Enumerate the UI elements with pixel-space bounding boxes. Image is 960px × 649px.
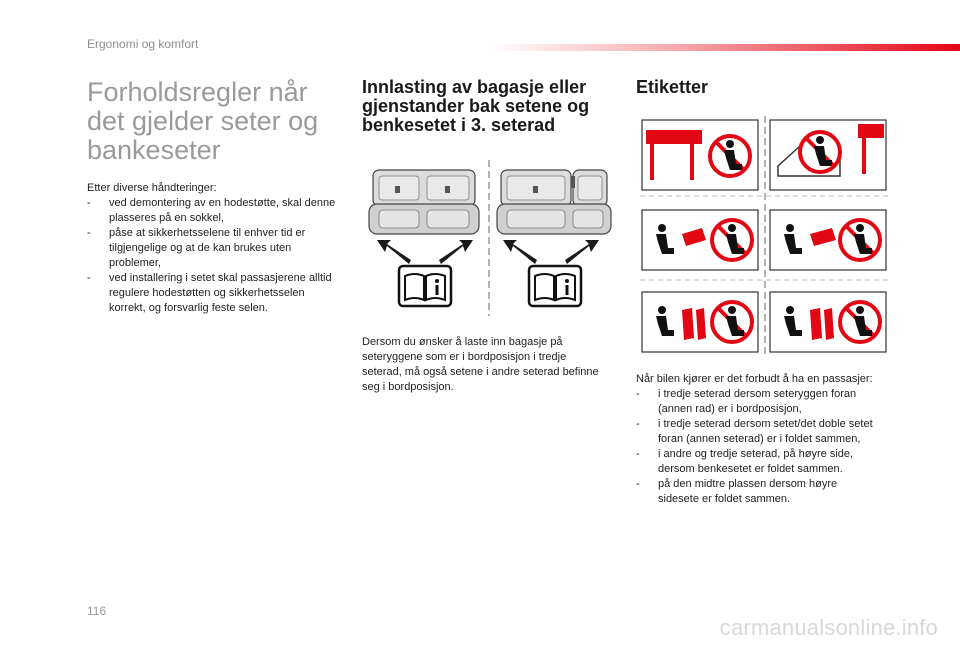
- arrow-icon: [377, 240, 599, 264]
- precautions-body: [87, 181, 337, 316]
- precautions-list: [87, 196, 337, 316]
- list-item: - i andre og tredje seterad, på høyre side, dersom benkesetet er foldet sammen.: [636, 447, 881, 477]
- seat-back-right-icon: [497, 170, 611, 234]
- manual-book-icon: [529, 266, 581, 306]
- list-item: - påse at sikkerhetsselene til enhver tid er tilgjengelige og at de kan brukes uten problemer,: [87, 226, 337, 271]
- labels-list: [636, 387, 881, 507]
- list-item: - ved demontering av en hodestøtte, skal denne plasseres på en sokkel,: [87, 196, 337, 226]
- list-item: - i tredje seterad dersom seteryggen foran (annen rad) er i bordposisjon,: [636, 387, 881, 417]
- seat-back-left-icon: [369, 170, 479, 234]
- list-item: - på den midtre plassen dersom høyre sidesete er foldet sammen.: [636, 477, 881, 507]
- manual-book-icon: [399, 266, 451, 306]
- precautions-heading: Forholdsregler når det gjelder seter og bankeseter: [87, 77, 319, 165]
- label-folded-seat-icon: [770, 210, 886, 270]
- precautions-intro: Etter diverse håndteringer:: [87, 182, 217, 194]
- luggage-heading: Innlasting av bagasje eller gjenstander bak setene og benkesetet i 3. seterad: [362, 77, 590, 135]
- page-number: 116: [87, 604, 107, 618]
- labels-illustration: [640, 116, 890, 358]
- watermark: carmanualsonline.info: [719, 615, 938, 640]
- luggage-text: Dersom du ønsker å laste inn bagasje på seteryggene som er i bordposisjon i tredje seterad, må også setene i andre seterad befinne seg i bordposisjon.: [362, 336, 599, 393]
- labels-body: [636, 372, 881, 507]
- list-item: - ved installering i setet skal passasjerene alltid regulere hodestøtten og sikkerhetsselen korrekt, og forsvarlig feste selen.: [87, 271, 337, 316]
- label-folded-seat-icon: [642, 210, 758, 270]
- label-table-seat-icon: [770, 120, 886, 190]
- list-item: - i tredje seterad dersom setet/det doble setet foran (annen seterad) er i foldet sammen,: [636, 417, 881, 447]
- section-header: Ergonomi og komfort: [87, 37, 199, 51]
- label-folded-bench-icon: [642, 292, 758, 352]
- labels-heading: Etiketter: [636, 77, 709, 97]
- labels-intro: Når bilen kjører er det forbudt å ha en passasjer:: [636, 373, 873, 385]
- seats-illustration: [365, 158, 615, 318]
- label-table-seat-icon: [642, 120, 758, 190]
- header-accent-bar: [490, 44, 960, 51]
- label-folded-bench-icon: [770, 292, 886, 352]
